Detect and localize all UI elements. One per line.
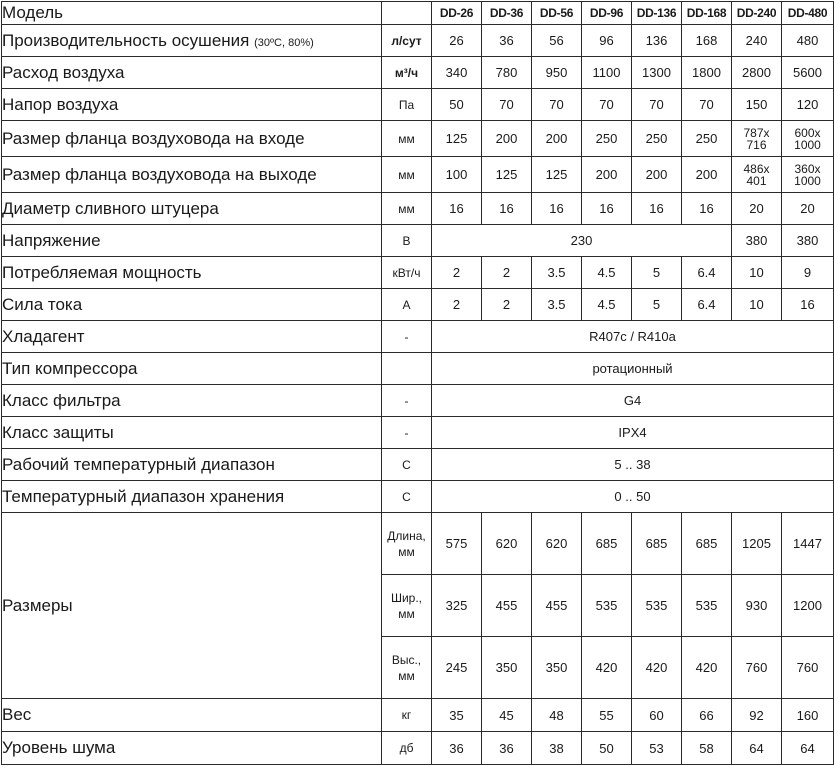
cell-value: 20 [782,193,834,225]
table-row [2,353,834,385]
model-header: DD-168 [682,2,732,25]
row-unit: - [382,321,432,353]
merged-value: G4 [432,385,834,417]
cell-value: 1205 [732,513,782,575]
row-unit: С [382,481,432,513]
cell-value: 325 [432,575,482,637]
cell-value: 600x 1000 [782,121,834,157]
cell-value: 6.4 [682,289,732,321]
cell-value: 136 [632,25,682,57]
cell-value: 125 [432,121,482,157]
cell-value: 64 [732,732,782,765]
table-row [2,157,834,193]
table-row [2,257,834,289]
cell-value: 685 [632,513,682,575]
row-label: Рабочий температурный диапазон [2,449,382,481]
cell-value: 96 [582,25,632,57]
table-row [2,289,834,321]
cell-value: 480 [782,25,834,57]
model-header: DD-26 [432,2,482,25]
cell-value: 340 [432,57,482,89]
cell-value: 48 [532,699,582,732]
model-header: DD-56 [532,2,582,25]
row-unit: В [382,225,432,257]
cell-value: 36 [482,25,532,57]
cell-value: 685 [582,513,632,575]
cell-value: 20 [732,193,782,225]
cell-value: 60 [632,699,682,732]
dimension-unit: Длина, мм [382,513,432,575]
table-row [2,417,834,449]
table-row [2,385,834,417]
cell-value: 35 [432,699,482,732]
cell-value: 16 [782,289,834,321]
cell-value: 50 [582,732,632,765]
cell-value: 250 [582,121,632,157]
cell-value: 1800 [682,57,732,89]
cell-value: 200 [482,121,532,157]
row-label: Тип компрессора [2,353,382,385]
row-unit: дб [382,732,432,765]
row-label: Расход воздуха [2,57,382,89]
spec-table [1,1,834,765]
cell-value: 2 [432,257,482,289]
cell-value: 420 [682,637,732,699]
row-unit: мм [382,193,432,225]
cell-value: 380 [732,225,782,257]
row-unit: мм [382,157,432,193]
row-unit: Па [382,89,432,121]
cell-value: 575 [432,513,482,575]
cell-value: 50 [432,89,482,121]
cell-value: 455 [482,575,532,637]
table-row [2,89,834,121]
cell-value: 10 [732,289,782,321]
cell-value: 36 [482,732,532,765]
row-unit: А [382,289,432,321]
cell-value: 3.5 [532,289,582,321]
cell-value: 6.4 [682,257,732,289]
table-row [2,57,834,89]
cell-value: 5 [632,289,682,321]
cell-value: 3.5 [532,257,582,289]
cell-value: 250 [682,121,732,157]
dimension-unit: Выс., мм [382,637,432,699]
row-unit: кг [382,699,432,732]
dimensions-label: Размеры [2,513,382,699]
cell-value: 455 [532,575,582,637]
cell-value: 56 [532,25,582,57]
cell-value: 350 [532,637,582,699]
table-row [2,25,834,57]
cell-value: 16 [682,193,732,225]
header-row [2,2,834,25]
table-row [2,732,834,765]
merged-value: 5 .. 38 [432,449,834,481]
cell-value: 125 [482,157,532,193]
row-unit: кВт/ч [382,257,432,289]
cell-value: 2 [482,289,532,321]
cell-value: 16 [582,193,632,225]
cell-value: 168 [682,25,732,57]
cell-value: 38 [532,732,582,765]
cell-value: 2 [432,289,482,321]
cell-value: 420 [582,637,632,699]
row-label: Класс защиты [2,417,382,449]
cell-value: 66 [682,699,732,732]
row-label: Сила тока [2,289,382,321]
cell-value: 100 [432,157,482,193]
cell-value: 36 [432,732,482,765]
table-row [2,449,834,481]
cell-value: 535 [682,575,732,637]
cell-value: 535 [582,575,632,637]
cell-value: 950 [532,57,582,89]
cell-value: 70 [632,89,682,121]
cell-value: 9 [782,257,834,289]
table-row [2,193,834,225]
model-header: DD-240 [732,2,782,25]
cell-value: 1200 [782,575,834,637]
row-label: Размер фланца воздуховода на входе [2,121,382,157]
cell-value: 16 [432,193,482,225]
cell-value: 780 [482,57,532,89]
cell-value: 64 [782,732,834,765]
merged-value: IPX4 [432,417,834,449]
row-label: Напряжение [2,225,382,257]
table-row [2,481,834,513]
cell-value: 1100 [582,57,632,89]
cell-value: 200 [632,157,682,193]
cell-value: 760 [732,637,782,699]
cell-value: 70 [582,89,632,121]
merged-value: 0 .. 50 [432,481,834,513]
table-row [2,513,834,575]
cell-value: 685 [682,513,732,575]
row-label: Диаметр сливного штуцера [2,193,382,225]
cell-value: 92 [732,699,782,732]
cell-value: 4.5 [582,289,632,321]
cell-value: 420 [632,637,682,699]
cell-value: 930 [732,575,782,637]
cell-value: 125 [532,157,582,193]
cell-value: 5 [632,257,682,289]
table-row [2,321,834,353]
model-header: DD-480 [782,2,834,25]
row-label: Уровень шума [2,732,382,765]
cell-value: 120 [782,89,834,121]
cell-value: 4.5 [582,257,632,289]
model-header: DD-96 [582,2,632,25]
table-row [2,121,834,157]
cell-value: 620 [532,513,582,575]
merged-value: ротационный [432,353,834,385]
cell-value: 200 [582,157,632,193]
cell-value: 55 [582,699,632,732]
cell-value: 16 [632,193,682,225]
cell-value: 787x 716 [732,121,782,157]
cell-value: 360x 1000 [782,157,834,193]
cell-value: 2800 [732,57,782,89]
row-label: Напор воздуха [2,89,382,121]
row-unit: л/сут [382,25,432,57]
cell-value: 16 [532,193,582,225]
merged-value: R407c / R410a [432,321,834,353]
header-unit-cell [382,2,432,25]
cell-value: 350 [482,637,532,699]
cell-value: 486x 401 [732,157,782,193]
cell-value: 160 [782,699,834,732]
cell-value: 70 [682,89,732,121]
cell-value: 5600 [782,57,834,89]
dimension-unit: Шир., мм [382,575,432,637]
row-label: Класс фильтра [2,385,382,417]
cell-value: 200 [532,121,582,157]
cell-value: 150 [732,89,782,121]
merged-value: 230 [432,225,732,257]
cell-value: 240 [732,25,782,57]
cell-value: 200 [682,157,732,193]
cell-value: 760 [782,637,834,699]
row-label: Потребляемая мощность [2,257,382,289]
table-row [2,699,834,732]
cell-value: 10 [732,257,782,289]
cell-value: 245 [432,637,482,699]
row-label: Размер фланца воздуховода на выходе [2,157,382,193]
row-label: Производительность осушения (30ºС, 80%) [2,25,382,57]
table-row [2,225,834,257]
cell-value: 70 [482,89,532,121]
cell-value: 53 [632,732,682,765]
row-unit: м³/ч [382,57,432,89]
cell-value: 2 [482,257,532,289]
cell-value: 1447 [782,513,834,575]
cell-value: 26 [432,25,482,57]
row-label: Вес [2,699,382,732]
header-label: Модель [2,2,382,25]
row-unit: - [382,385,432,417]
cell-value: 380 [782,225,834,257]
model-header: DD-36 [482,2,532,25]
cell-value: 58 [682,732,732,765]
row-unit: - [382,417,432,449]
cell-value: 45 [482,699,532,732]
row-note: (30ºС, 80%) [254,36,314,49]
row-unit [382,353,432,385]
cell-value: 250 [632,121,682,157]
model-header: DD-136 [632,2,682,25]
cell-value: 1300 [632,57,682,89]
row-unit: С [382,449,432,481]
row-label: Хладагент [2,321,382,353]
row-label: Температурный диапазон хранения [2,481,382,513]
cell-value: 535 [632,575,682,637]
cell-value: 16 [482,193,532,225]
cell-value: 70 [532,89,582,121]
cell-value: 620 [482,513,532,575]
row-unit: мм [382,121,432,157]
